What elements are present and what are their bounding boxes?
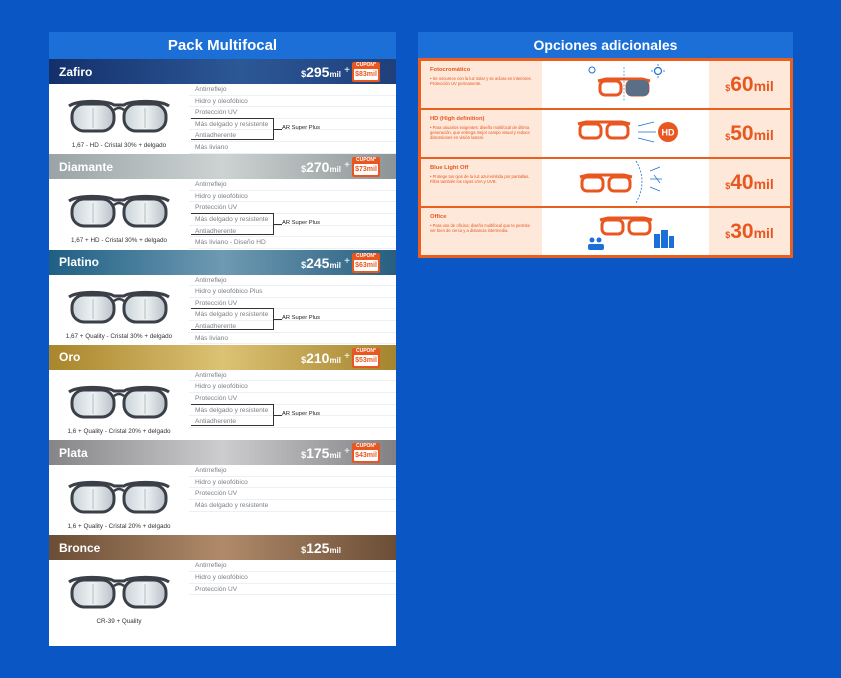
ar-super-plus-label: AR Super Plus (282, 315, 321, 322)
currency-symbol: $ (301, 69, 307, 79)
price-unit: mil (753, 127, 774, 143)
plan-body (49, 84, 396, 154)
feature-item: Hidro y oleofóbico (189, 477, 396, 489)
coupon-value: $53mil (355, 356, 377, 364)
feature-item: Hidro y oleofóbico (189, 96, 396, 108)
feature-item: Antiadherente (189, 416, 396, 428)
feature-item: Antirreflejo (189, 84, 396, 96)
feature-item: Antiadherente (189, 226, 396, 238)
coupon-value: $43mil (355, 452, 377, 460)
eyeglasses-icon (67, 287, 171, 327)
coupon-badge (352, 253, 380, 273)
option-info (421, 208, 542, 255)
plan-body (49, 179, 396, 249)
glasses-image (49, 465, 189, 535)
coupon-value: $63mil (355, 261, 377, 269)
price-unit: mil (329, 70, 341, 79)
option-price (709, 159, 790, 206)
plan-header (49, 535, 396, 560)
option-name: Fotocromático (430, 67, 471, 73)
eyeglasses-icon (67, 191, 171, 231)
eyeglasses-icon (67, 96, 171, 136)
glasses-image (49, 370, 189, 440)
feature-item: Antirreflejo (189, 560, 396, 572)
plan-name: Oro (59, 350, 81, 365)
option-name: HD (High definition) (430, 116, 485, 122)
plan-header (49, 59, 396, 84)
coupon-badge (352, 157, 380, 177)
pack-title: Pack Multifocal (49, 32, 396, 59)
feature-item: Más delgado y resistente (189, 309, 396, 321)
currency-symbol: $ (725, 83, 731, 93)
feature-item: Más delgado y resistente (189, 214, 396, 226)
plan-header (49, 154, 396, 179)
blue-light-glasses-icon (542, 159, 709, 206)
photochromic-glasses-icon (542, 61, 709, 108)
option-description: • Se oscurece con la luz solar y se aclara en interiores. Protección UV permanente. (430, 76, 532, 86)
price-unit: mil (329, 260, 341, 270)
coupon-title: CUPÓN* (355, 157, 376, 164)
coupon-badge (352, 348, 380, 368)
price-unit: mil (329, 451, 341, 461)
plan-diamante (49, 154, 396, 249)
lens-caption: CR-39 + Quality (96, 618, 142, 626)
price-value: 30 (730, 220, 754, 243)
plan-body (49, 560, 396, 630)
price-unit: mil (753, 176, 774, 192)
plan-name: Zafiro (59, 64, 93, 79)
coupon-title: CUPÓN* (355, 252, 376, 259)
plus-sign: + (344, 65, 350, 76)
ar-bracket (191, 213, 274, 235)
feature-item: Hidro y oleofóbico (189, 381, 396, 393)
feature-item: Antiadherente (189, 130, 396, 142)
currency-symbol: $ (725, 132, 731, 142)
plan-header (49, 345, 396, 370)
coupon-title: CUPÓN* (355, 443, 376, 450)
plus-sign: + (344, 350, 350, 362)
plans-list (49, 59, 396, 631)
plus-sign: + (344, 446, 350, 458)
plan-header (49, 440, 396, 465)
price-value: 295 (306, 64, 330, 80)
coupon-value: $83mil (355, 71, 377, 78)
additional-options-panel (418, 32, 793, 258)
price-value: 245 (306, 254, 330, 271)
option-price (709, 61, 790, 108)
option-price (709, 208, 790, 255)
ar-connector (274, 224, 282, 225)
option-illustration (542, 208, 709, 255)
currency-symbol: $ (301, 164, 307, 175)
option-description: • Protege tus ojos de la luz azul emitida por pantallas. Filtra también los rayos UVA y UVB. (430, 174, 530, 184)
lens-caption: 1,67 + Quality - Cristal 30% + delgado (65, 332, 173, 340)
plan-platino (49, 250, 396, 345)
feature-item: Antirreflejo (189, 465, 396, 477)
option-illustration (542, 61, 709, 108)
coupon-value: $73mil (355, 166, 377, 174)
price-unit: mil (329, 355, 341, 365)
option-3 (421, 159, 790, 206)
plan-body (49, 465, 396, 535)
ar-super-plus-label: AR Super Plus (282, 220, 321, 227)
currency-symbol: $ (301, 450, 307, 461)
feature-item: Más liviano (189, 333, 396, 345)
feature-item: Protección UV (189, 584, 396, 596)
feature-item: Antiadherente (189, 321, 396, 333)
ar-bracket (191, 404, 274, 426)
coupon-title: CUPÓN* (355, 62, 376, 68)
ar-connector (274, 319, 282, 320)
plan-body (49, 275, 396, 345)
price-value: 125 (306, 540, 330, 557)
price-unit: mil (329, 165, 341, 175)
option-description: • Para usuarios exigentes: diseño multifocal de última generación, que entrega mejor campo visual y reduce distorsiones en visión lateral. (430, 125, 530, 140)
glasses-image (49, 179, 189, 249)
plan-price (301, 540, 341, 556)
option-4 (421, 208, 790, 255)
eyeglasses-icon (67, 477, 171, 517)
feature-item: Hidro y oleofóbico Plus (189, 286, 396, 298)
ar-super-plus-label: AR Super Plus (282, 124, 321, 131)
lens-caption: 1,6 + Quality - Cristal 20% + delgado (67, 427, 171, 435)
currency-symbol: $ (725, 230, 731, 240)
eyeglasses-icon (67, 572, 171, 612)
price-value: 40 (730, 171, 754, 194)
option-illustration (542, 159, 709, 206)
feature-item: Protección UV (189, 202, 396, 214)
currency-symbol: $ (301, 259, 307, 270)
feature-item: Antirreflejo (189, 275, 396, 287)
plan-name: Plata (59, 445, 88, 460)
plan-price (301, 255, 341, 271)
additional-options-title: Opciones adicionales (418, 32, 793, 58)
plan-price (301, 64, 341, 80)
eyeglasses-icon (67, 382, 171, 422)
coupon-title: CUPÓN* (355, 347, 376, 354)
feature-item: Hidro y oleofóbico (189, 191, 396, 203)
option-info (421, 159, 542, 206)
lens-caption: 1,6 + Quality - Cristal 20% + delgado (67, 523, 171, 531)
plan-name: Bronce (59, 540, 101, 555)
option-description: • Para uso de oficina; diseño multifocal que te permite ver bien de cerca y a distancia intermedia. (430, 223, 530, 233)
price-value: 210 (306, 349, 330, 366)
option-1 (421, 61, 790, 108)
ar-super-plus-label: AR Super Plus (282, 410, 321, 417)
coupon-badge (352, 62, 380, 82)
glasses-image (49, 84, 189, 154)
feature-item: Más delgado y resistente (189, 405, 396, 417)
glasses-image (49, 560, 189, 630)
plan-price (301, 159, 341, 175)
feature-item: Antirreflejo (189, 370, 396, 382)
plus-sign: + (344, 160, 350, 172)
plan-name: Platino (59, 255, 100, 270)
plus-sign: + (344, 255, 350, 267)
option-price (709, 110, 790, 157)
price-value: 175 (306, 445, 330, 462)
currency-symbol: $ (301, 545, 307, 556)
option-2 (421, 110, 790, 157)
plan-plata (49, 440, 396, 535)
plan-name: Diamante (59, 159, 114, 174)
hd-glasses-icon (542, 110, 709, 157)
feature-item: Protección UV (189, 393, 396, 405)
price-value: 50 (730, 122, 754, 145)
plan-price (301, 445, 341, 461)
option-name: Blue Light Off (430, 165, 469, 171)
plan-oro (49, 345, 396, 440)
option-illustration (542, 110, 709, 157)
ar-connector (274, 415, 282, 416)
lens-caption: 1,67 + HD - Cristal 30% + delgado (71, 237, 167, 245)
plan-price (301, 350, 341, 366)
feature-item: Más liviano (189, 142, 396, 154)
price-unit: mil (753, 225, 774, 241)
feature-item: Más delgado y resistente (189, 500, 396, 512)
price-unit: mil (329, 546, 341, 556)
ar-bracket (191, 308, 274, 330)
price-value: 60 (730, 73, 754, 96)
currency-symbol: $ (725, 181, 731, 191)
feature-item: Antirreflejo (189, 179, 396, 191)
option-info (421, 110, 542, 157)
feature-item: Protección UV (189, 488, 396, 500)
ar-connector (274, 129, 282, 130)
plan-zafiro (49, 59, 396, 154)
feature-item: Más delgado y resistente (189, 119, 396, 131)
plan-body (49, 370, 396, 440)
currency-symbol: $ (301, 354, 307, 365)
feature-item: Más liviano - Diseño HD (189, 237, 396, 249)
office-glasses-icon (542, 208, 709, 255)
feature-list (189, 560, 396, 595)
pack-multifocal-panel (49, 32, 396, 646)
lens-caption: 1,67 - HD - Cristal 30% + delgado (71, 142, 167, 149)
coupon-badge (352, 443, 380, 463)
option-info (421, 61, 542, 108)
hd-badge: HD (661, 127, 675, 138)
feature-item: Protección UV (189, 107, 396, 119)
glasses-image (49, 275, 189, 345)
feature-item: Hidro y oleofóbico (189, 572, 396, 584)
plan-header (49, 250, 396, 275)
feature-list (189, 465, 396, 511)
plan-bronce (49, 535, 396, 630)
ar-bracket (191, 118, 274, 140)
price-value: 270 (306, 159, 330, 176)
feature-item: Protección UV (189, 298, 396, 310)
price-unit: mil (753, 78, 774, 94)
option-name: Office (430, 214, 447, 220)
